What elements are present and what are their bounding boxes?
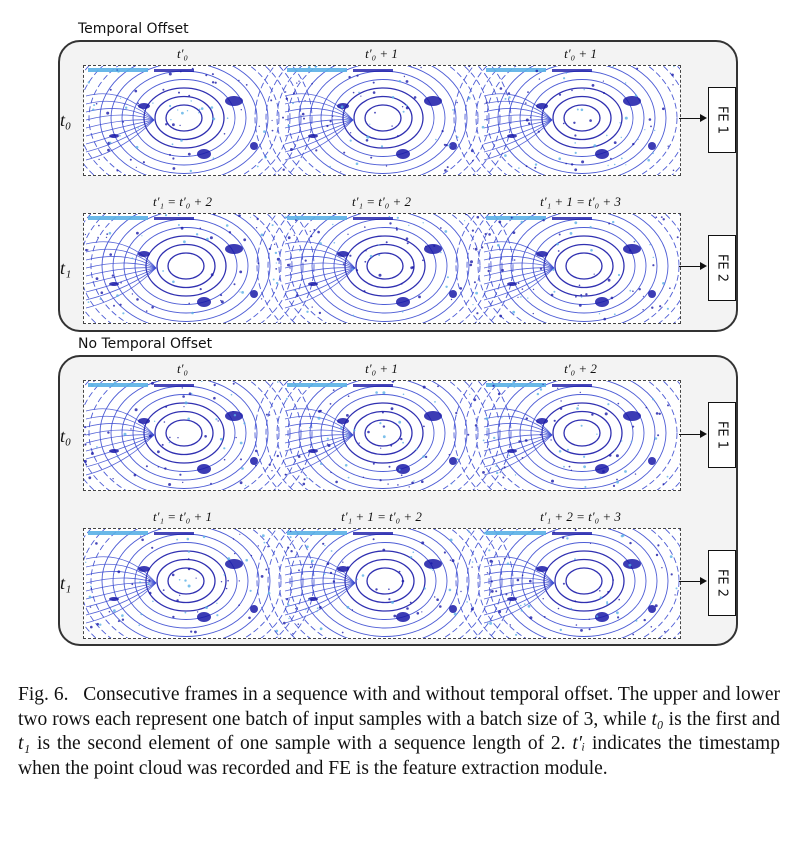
frame-label: t′₀ + 1: [365, 361, 398, 376]
lidar-frame: [255, 66, 511, 175]
row-label-t1: t₁: [60, 573, 72, 593]
caption-text: Fig. 6. Consecutive frames in a sequence with and without temporal offset. The upper and lower two rows each represent one batch of input samples with a batch size of 3, while: [18, 684, 780, 730]
caption-text: is the first and: [663, 708, 780, 730]
fe-label: FE 1: [714, 105, 730, 135]
arrow-to-fe2: [679, 266, 705, 267]
fe-label: FE 2: [714, 253, 730, 283]
arrow-to-fe1: [679, 118, 705, 119]
fe1-box: [708, 402, 736, 468]
frame-label: t′₁ = t′₀ + 1: [153, 509, 212, 524]
lidar-frame: [454, 66, 680, 175]
caption-text: is the second element of one sample with a sequence length of 2.: [30, 733, 573, 754]
frame-label: t′₀: [177, 46, 188, 61]
frame-label: t′₀: [177, 361, 188, 376]
row-label-t0: t₀: [60, 110, 72, 130]
lidar-frame: [255, 381, 511, 490]
lidar-strip-graphic: [84, 381, 680, 490]
lidar-frame: [456, 214, 680, 323]
lidar-frame: [84, 66, 312, 175]
caption-math-t0: t₀: [651, 708, 664, 730]
lidar-strip-graphic: [84, 529, 680, 638]
frame-label: t′₀ + 2: [564, 361, 597, 376]
arrow-to-fe1: [679, 434, 705, 435]
lidar-frame: [454, 381, 680, 490]
panel-title-temporal-offset: Temporal Offset: [78, 21, 189, 37]
lidar-frame: [257, 214, 513, 323]
lidar-frame: [257, 529, 513, 638]
lidar-frame-strip: [83, 528, 681, 639]
fe1-box: [708, 87, 736, 153]
frame-label: t′₁ = t′₀ + 2: [153, 194, 212, 209]
frame-label: t′₁ + 1 = t′₀ + 2: [341, 509, 422, 524]
frame-label: t′₁ = t′₀ + 2: [352, 194, 411, 209]
panel-title-no-temporal-offset: No Temporal Offset: [78, 336, 213, 352]
row-label-t0: t₀: [60, 426, 72, 446]
arrow-to-fe2: [679, 581, 705, 582]
figure-caption: [18, 683, 780, 781]
lidar-frame-strip: [83, 380, 681, 491]
lidar-frame: [456, 529, 680, 638]
lidar-frame-strip: [83, 65, 681, 176]
lidar-frame-strip: [83, 213, 681, 324]
frame-label: t′₀ + 1: [564, 46, 597, 61]
fe2-box: [708, 550, 736, 616]
fe2-box: [708, 235, 736, 301]
fe-label: FE 1: [714, 420, 730, 450]
lidar-strip-graphic: [84, 214, 680, 323]
caption-math-t1: t₁: [18, 733, 31, 754]
caption-math-ti: t′ᵢ: [572, 733, 586, 754]
fe-label: FE 2: [714, 568, 730, 598]
lidar-frame: [84, 381, 312, 490]
frame-label: t′₁ + 2 = t′₀ + 3: [540, 509, 621, 524]
row-label-t1: t₁: [60, 258, 72, 278]
caption-text: indicates the timestamp when the point cloud was recorded and FE is the feature extraction module.: [18, 733, 780, 779]
lidar-strip-graphic: [84, 66, 680, 175]
frame-label: t′₀ + 1: [365, 46, 398, 61]
frame-label: t′₁ + 1 = t′₀ + 3: [540, 194, 621, 209]
